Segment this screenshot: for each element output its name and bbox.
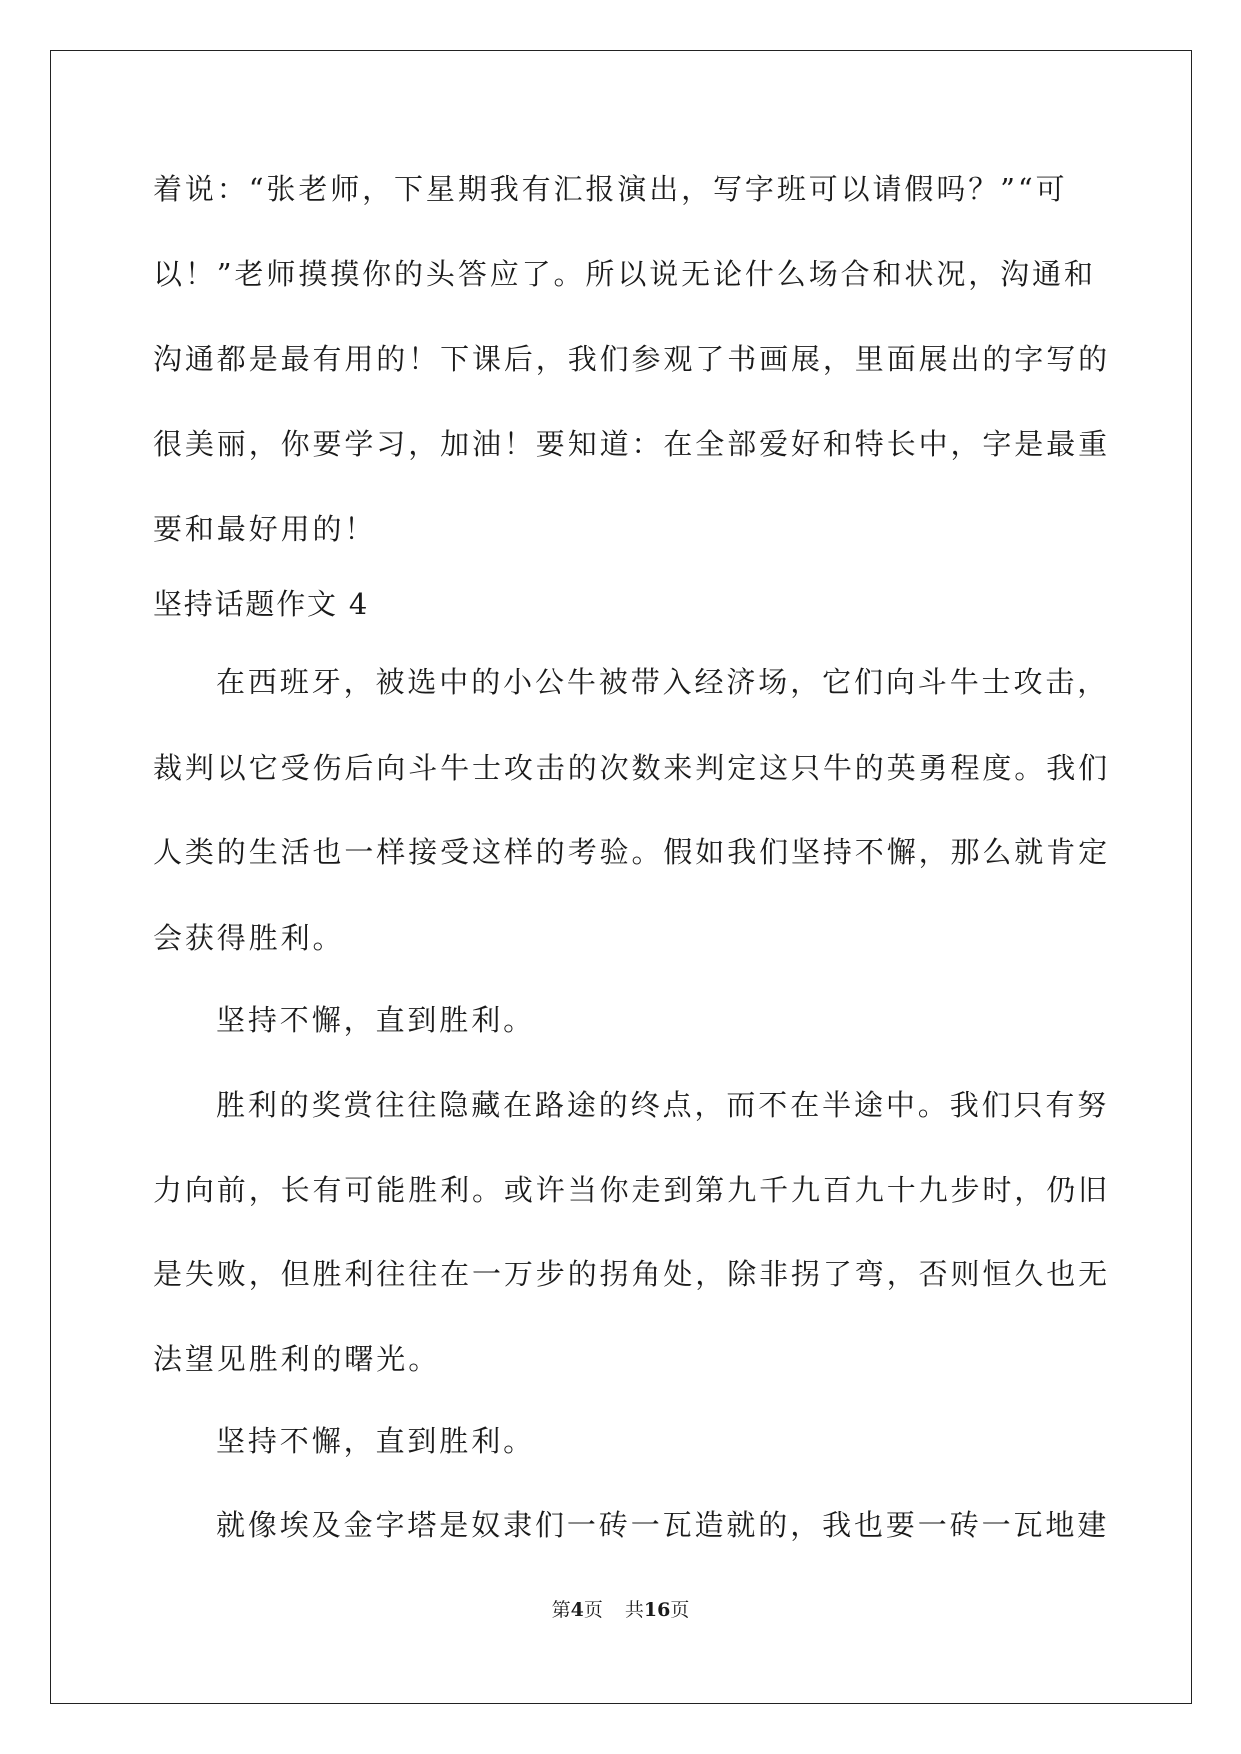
text-line: 坚持不懈，直到胜利。: [216, 1424, 536, 1458]
text-line: 力向前，长有可能胜利。或许当你走到第九千九百九十九步时，仍旧: [153, 1173, 1111, 1207]
text-line: 人类的生活也一样接受这样的考验。假如我们坚持不懈，那么就肯定: [153, 835, 1111, 869]
text-line: 在西班牙，被选中的小公牛被带入经济场，它们向斗牛士攻击，: [216, 665, 1110, 699]
text-line: 胜利的奖赏往往隐藏在路途的终点，而不在半途中。我们只有努: [216, 1088, 1110, 1122]
text-line: 坚持不懈，直到胜利。: [216, 1003, 536, 1037]
text-line: 法望见胜利的曙光。: [153, 1342, 441, 1376]
text-line: 以！”老师摸摸你的头答应了。所以说无论什么场合和状况，沟通和: [153, 257, 1096, 291]
section-heading: 坚持话题作文 4: [153, 587, 370, 621]
total-prefix: 共: [624, 1599, 644, 1621]
page-number: 4: [570, 1599, 584, 1621]
text-line: 要和最好用的！: [153, 512, 377, 546]
text-line: 沟通都是最有用的！下课后，我们参观了书画展，里面展出的字写的: [153, 342, 1111, 376]
text-line: 裁判以它受伤后向斗牛士攻击的次数来判定这只牛的英勇程度。我们: [153, 751, 1111, 785]
total-suffix: 页: [670, 1599, 690, 1621]
text-line: 着说：“张老师，下星期我有汇报演出，写字班可以请假吗？”“可: [153, 172, 1068, 206]
text-line: 很美丽，你要学习，加油！要知道：在全部爱好和特长中，字是最重: [153, 427, 1111, 461]
total-pages: 16: [643, 1599, 671, 1621]
text-line: 是失败，但胜利往往在一万步的拐角处，除非拐了弯，否则恒久也无: [153, 1257, 1111, 1291]
page-suffix: 页: [583, 1599, 603, 1621]
text-line: 就像埃及金字塔是奴隶们一砖一瓦造就的，我也要一砖一瓦地建: [216, 1508, 1110, 1542]
text-line: 会获得胜利。: [153, 921, 345, 955]
page-footer: [0, 1598, 1241, 1622]
page-prefix: 第: [551, 1599, 571, 1621]
